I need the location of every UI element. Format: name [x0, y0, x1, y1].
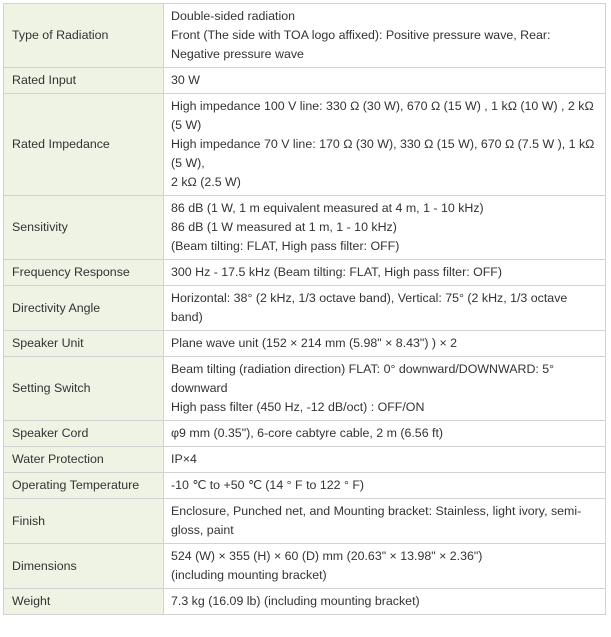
spec-value-line: 30 W	[171, 73, 200, 87]
spec-value-line: Double-sided radiation	[171, 9, 295, 23]
spec-label: Frequency Response	[4, 260, 164, 286]
spec-value	[164, 196, 606, 260]
spec-value	[164, 331, 606, 357]
spec-label: Speaker Unit	[4, 331, 164, 357]
spec-value	[164, 473, 606, 499]
table-row	[4, 4, 606, 68]
spec-value-line: (Beam tilting: FLAT, High pass filter: OFF)	[171, 239, 400, 253]
spec-value	[164, 4, 606, 68]
spec-value-line: High impedance 100 V line: 330 Ω (30 W), 670 Ω (15 W) , 1 kΩ (10 W) , 2 kΩ (5 W)	[171, 99, 594, 132]
spec-value-line: φ9 mm (0.35"), 6-core cabtyre cable, 2 m (6.56 ft)	[171, 426, 444, 440]
spec-value-line: Enclosure, Punched net, and Mounting bracket: Stainless, light ivory, semi-gloss, paint	[171, 504, 582, 537]
spec-value-line: Plane wave unit (152 × 214 mm (5.98" × 8.43") ) × 2	[171, 336, 458, 350]
spec-value-line: High impedance 70 V line: 170 Ω (30 W), 330 Ω (15 W), 670 Ω (7.5 W ), 1 kΩ (5 W),	[171, 137, 595, 170]
spec-value	[164, 286, 606, 331]
table-row	[4, 68, 606, 94]
table-row	[4, 544, 606, 589]
spec-label: Water Protection	[4, 447, 164, 473]
spec-label: Sensitivity	[4, 196, 164, 260]
spec-label: Directivity Angle	[4, 286, 164, 331]
spec-value	[164, 499, 606, 544]
spec-value-line: 300 Hz - 17.5 kHz (Beam tilting: FLAT, High pass filter: OFF)	[171, 265, 502, 279]
table-row	[4, 196, 606, 260]
table-row	[4, 260, 606, 286]
table-row	[4, 357, 606, 421]
spec-table-body	[4, 4, 606, 615]
spec-label: Setting Switch	[4, 357, 164, 421]
spec-value-line: 524 (W) × 355 (H) × 60 (D) mm (20.63" × 13.98" × 2.36")	[171, 549, 483, 563]
spec-value-line: 2 kΩ (2.5 W)	[171, 175, 241, 189]
table-row	[4, 473, 606, 499]
spec-value-line: 86 dB (1 W measured at 1 m, 1 - 10 kHz)	[171, 220, 397, 234]
table-row	[4, 94, 606, 196]
spec-value	[164, 447, 606, 473]
table-row	[4, 331, 606, 357]
spec-value-line: -10 ℃ to +50 ℃ (14 ° F to 122 ° F)	[171, 478, 365, 492]
spec-value	[164, 589, 606, 615]
spec-label: Operating Temperature	[4, 473, 164, 499]
spec-value	[164, 94, 606, 196]
spec-value	[164, 421, 606, 447]
spec-label: Rated Impedance	[4, 94, 164, 196]
spec-value	[164, 260, 606, 286]
spec-value	[164, 68, 606, 94]
table-row	[4, 421, 606, 447]
spec-value-line: 86 dB (1 W, 1 m equivalent measured at 4 m, 1 - 10 kHz)	[171, 201, 484, 215]
spec-label: Dimensions	[4, 544, 164, 589]
spec-value-line: Front (The side with TOA logo affixed): Positive pressure wave, Rear: Negative pressure wave	[171, 28, 551, 61]
spec-value-line: IP×4	[171, 452, 197, 466]
table-row	[4, 286, 606, 331]
spec-value-line: High pass filter (450 Hz, -12 dB/oct) : OFF/ON	[171, 400, 425, 414]
table-row	[4, 499, 606, 544]
table-row	[4, 589, 606, 615]
spec-table	[3, 3, 606, 615]
spec-value-line: (including mounting bracket)	[171, 568, 327, 582]
spec-value-line: Horizontal: 38° (2 kHz, 1/3 octave band), Vertical: 75° (2 kHz, 1/3 octave band)	[171, 291, 568, 324]
table-row	[4, 447, 606, 473]
spec-value-line: 7.3 kg (16.09 lb) (including mounting bracket)	[171, 594, 420, 608]
spec-value	[164, 357, 606, 421]
spec-value	[164, 544, 606, 589]
spec-label: Speaker Cord	[4, 421, 164, 447]
spec-value-line: Beam tilting (radiation direction) FLAT: 0° downward/DOWNWARD: 5° downward	[171, 362, 555, 395]
spec-label: Rated Input	[4, 68, 164, 94]
spec-label: Finish	[4, 499, 164, 544]
spec-label: Weight	[4, 589, 164, 615]
spec-label: Type of Radiation	[4, 4, 164, 68]
